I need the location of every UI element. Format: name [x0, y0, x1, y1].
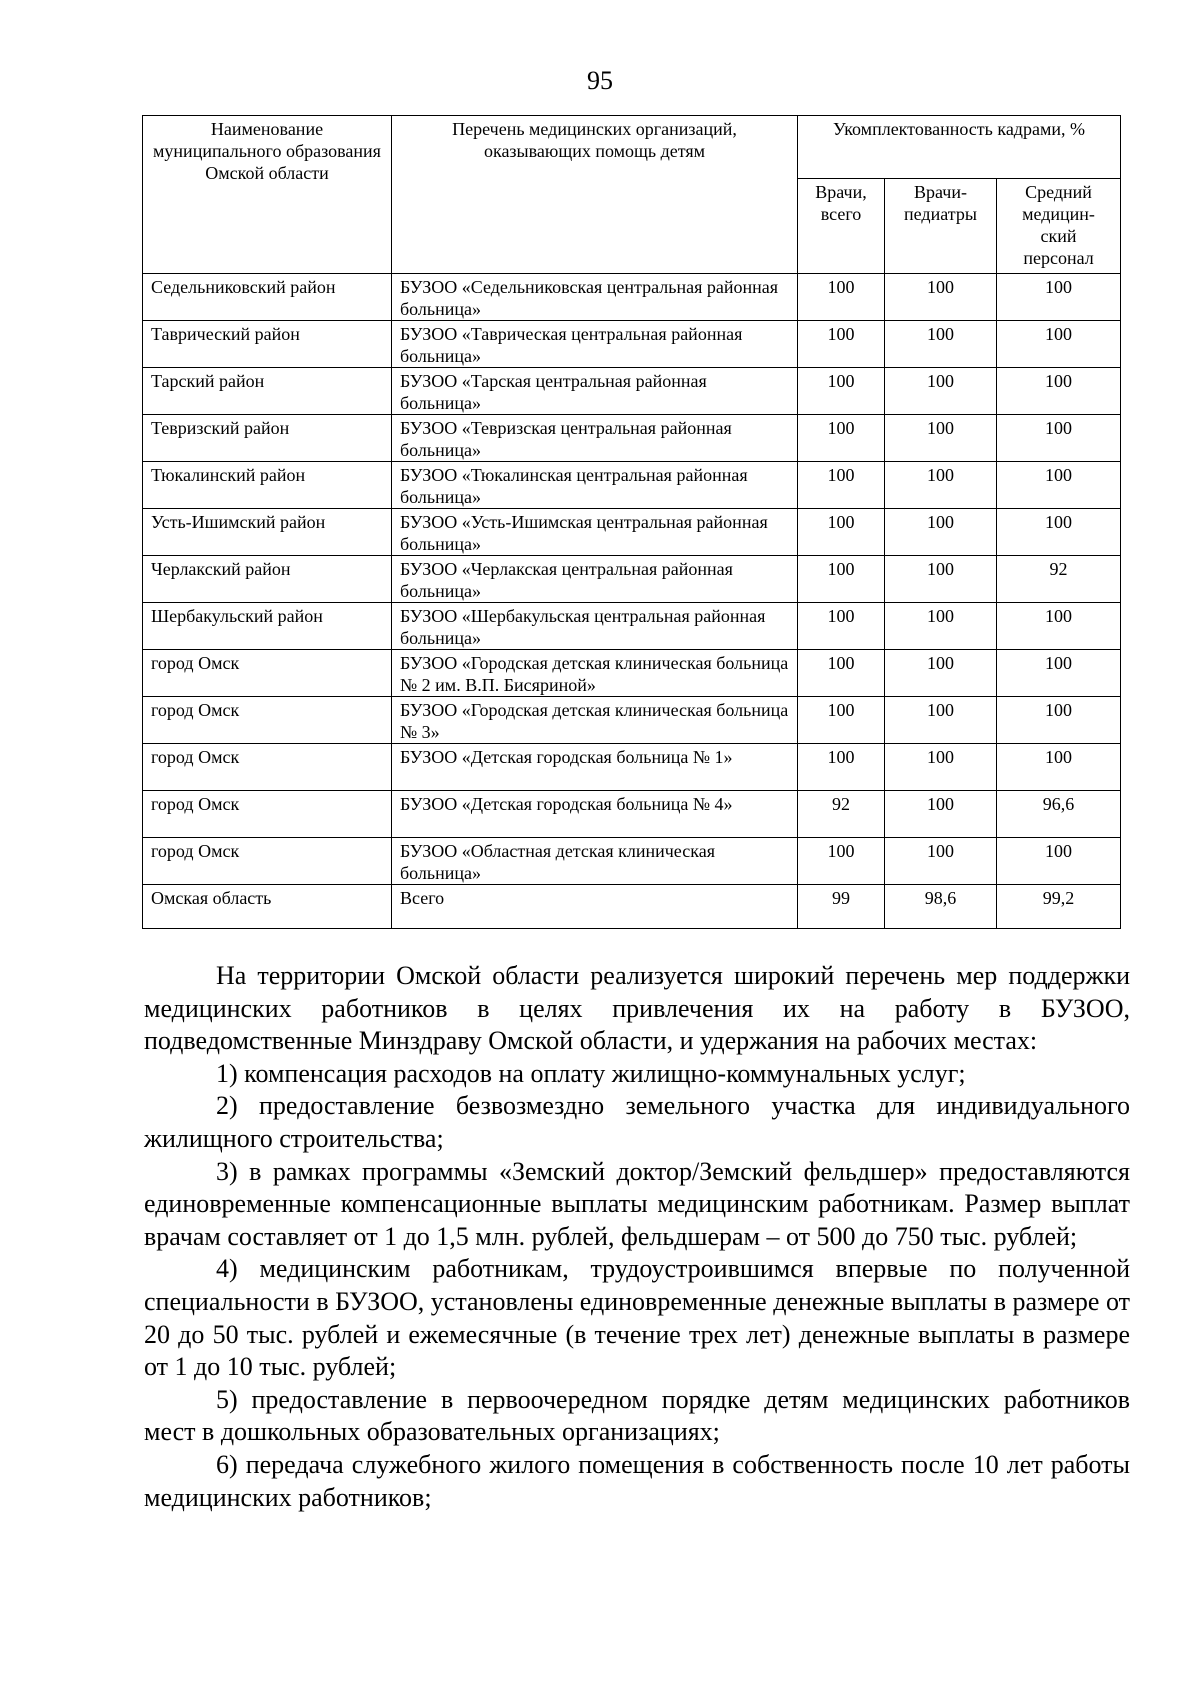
cell-nurses: 100: [997, 368, 1121, 415]
cell-district: город Омск: [143, 791, 392, 838]
table-row: [143, 368, 1121, 415]
cell-district: Седельниковский район: [143, 274, 392, 321]
cell-nurses: 100: [997, 697, 1121, 744]
cell-organization: БУЗОО «Черлакская центральная районная больница»: [392, 556, 798, 603]
cell-district: Усть-Ишимский район: [143, 509, 392, 556]
cell-nurses: 100: [997, 415, 1121, 462]
cell-nurses: 100: [997, 603, 1121, 650]
cell-pediatricians: 100: [885, 603, 997, 650]
body-text: [144, 960, 1130, 1514]
paragraph-intro: На территории Омской области реализуется широкий перечень мер поддержки медицинских работников в целях привлечения их на работу в БУЗОО, подведомственные Минздраву Омской области, и удержания на рабочих местах:: [144, 961, 1130, 1056]
cell-pediatricians: 100: [885, 509, 997, 556]
header-staffing: Укомплектованность кадрами, %: [798, 116, 1121, 179]
cell-nurses: 100: [997, 274, 1121, 321]
cell-doctors-total: 100: [798, 838, 885, 885]
cell-pediatricians: 100: [885, 462, 997, 509]
paragraph-item-5: 5) предоставление в первоочередном порядке детям медицинских работников мест в дошкольных образовательных организациях;: [144, 1384, 1130, 1447]
cell-doctors-total: 100: [798, 509, 885, 556]
table-row: [143, 885, 1121, 929]
cell-organization: БУЗОО «Детская городская больница № 4»: [392, 791, 798, 838]
cell-district: город Омск: [143, 650, 392, 697]
cell-organization: БУЗОО «Тевризская центральная районная больница»: [392, 415, 798, 462]
cell-district: Тюкалинский район: [143, 462, 392, 509]
cell-nurses: 100: [997, 462, 1121, 509]
cell-organization: БУЗОО «Таврическая центральная районная больница»: [392, 321, 798, 368]
cell-district: город Омск: [143, 697, 392, 744]
cell-pediatricians: 100: [885, 321, 997, 368]
cell-pediatricians: 98,6: [885, 885, 997, 929]
cell-doctors-total: 100: [798, 415, 885, 462]
table-row: [143, 603, 1121, 650]
cell-doctors-total: 100: [798, 321, 885, 368]
table-row: [143, 556, 1121, 603]
table-row: [143, 274, 1121, 321]
paragraph-item-1: 1) компенсация расходов на оплату жилищно-коммунальных услуг;: [216, 1058, 966, 1088]
header-nurses: Средний медицин-ский персонал: [997, 179, 1121, 274]
paragraph-item-6: 6) передача служебного жилого помещения в собственность после 10 лет работы медицинских работников;: [144, 1449, 1130, 1512]
header-doctors-total: Врачи, всего: [798, 179, 885, 274]
cell-nurses: 100: [997, 744, 1121, 791]
cell-organization: БУЗОО «Тюкалинская центральная районная больница»: [392, 462, 798, 509]
cell-nurses: 100: [997, 838, 1121, 885]
cell-pediatricians: 100: [885, 556, 997, 603]
cell-district: Таврический район: [143, 321, 392, 368]
cell-pediatricians: 100: [885, 791, 997, 838]
cell-district: Тарский район: [143, 368, 392, 415]
cell-organization: БУЗОО «Детская городская больница № 1»: [392, 744, 798, 791]
cell-nurses: 100: [997, 650, 1121, 697]
cell-organization: БУЗОО «Городская детская клиническая больница № 3»: [392, 697, 798, 744]
cell-pediatricians: 100: [885, 274, 997, 321]
cell-doctors-total: 100: [798, 274, 885, 321]
table-row: [143, 838, 1121, 885]
cell-pediatricians: 100: [885, 838, 997, 885]
cell-organization: БУЗОО «Тарская центральная районная больница»: [392, 368, 798, 415]
staffing-table: [142, 115, 1121, 929]
table-row: [143, 415, 1121, 462]
cell-doctors-total: 100: [798, 697, 885, 744]
cell-organization: БУЗОО «Седельниковская центральная районная больница»: [392, 274, 798, 321]
header-organizations: Перечень медицинских организаций, оказывающих помощь детям: [392, 116, 798, 274]
cell-district: Омская область: [143, 885, 392, 929]
paragraph-item-4: 4) медицинским работникам, трудоустроившимся впервые по полученной специальности в БУЗОО, установлены единовременные денежные выплаты в размере от 20 до 50 тыс. рублей и ежемесячные (в течение трех лет) денежные выплаты в размере от 1 до 10 тыс. рублей;: [144, 1254, 1130, 1382]
table-row: [143, 697, 1121, 744]
cell-doctors-total: 99: [798, 885, 885, 929]
cell-pediatricians: 100: [885, 744, 997, 791]
page-number: 95: [587, 66, 613, 95]
cell-organization: БУЗОО «Шербакульская центральная районная больница»: [392, 603, 798, 650]
table-row: [143, 744, 1121, 791]
cell-district: Черлакский район: [143, 556, 392, 603]
cell-district: Шербакульский район: [143, 603, 392, 650]
cell-district: город Омск: [143, 744, 392, 791]
cell-doctors-total: 100: [798, 462, 885, 509]
cell-organization: БУЗОО «Городская детская клиническая больница № 2 им. В.П. Бисяриной»: [392, 650, 798, 697]
table-row: [143, 791, 1121, 838]
cell-pediatricians: 100: [885, 415, 997, 462]
header-municipality: Наименование муниципального образования Омской области: [143, 116, 392, 274]
table-row: [143, 321, 1121, 368]
cell-nurses: 96,6: [997, 791, 1121, 838]
paragraph-item-2: 2) предоставление безвозмездно земельного участка для индивидуального жилищного строительства;: [144, 1091, 1130, 1153]
cell-organization: БУЗОО «Областная детская клиническая больница»: [392, 838, 798, 885]
cell-nurses: 99,2: [997, 885, 1121, 929]
cell-doctors-total: 100: [798, 556, 885, 603]
cell-doctors-total: 92: [798, 791, 885, 838]
table-row: [143, 509, 1121, 556]
cell-organization: Всего: [392, 885, 798, 929]
cell-pediatricians: 100: [885, 650, 997, 697]
cell-nurses: 100: [997, 321, 1121, 368]
table-row: [143, 462, 1121, 509]
cell-pediatricians: 100: [885, 697, 997, 744]
table-row: [143, 650, 1121, 697]
cell-pediatricians: 100: [885, 368, 997, 415]
cell-nurses: 92: [997, 556, 1121, 603]
cell-doctors-total: 100: [798, 744, 885, 791]
cell-doctors-total: 100: [798, 650, 885, 697]
cell-district: Тевризский район: [143, 415, 392, 462]
cell-doctors-total: 100: [798, 368, 885, 415]
cell-doctors-total: 100: [798, 603, 885, 650]
paragraph-item-3: 3) в рамках программы «Земский доктор/Земский фельдшер» предоставляются единовременные компенсационные выплаты медицинским работникам. Размер выплат врачам составляет от 1 до 1,5 млн. рублей, фельдшерам – от 500 до 750 тыс. рублей;: [144, 1156, 1130, 1251]
header-pediatricians: Врачи-педиатры: [885, 179, 997, 274]
cell-nurses: 100: [997, 509, 1121, 556]
cell-organization: БУЗОО «Усть-Ишимская центральная районная больница»: [392, 509, 798, 556]
cell-district: город Омск: [143, 838, 392, 885]
